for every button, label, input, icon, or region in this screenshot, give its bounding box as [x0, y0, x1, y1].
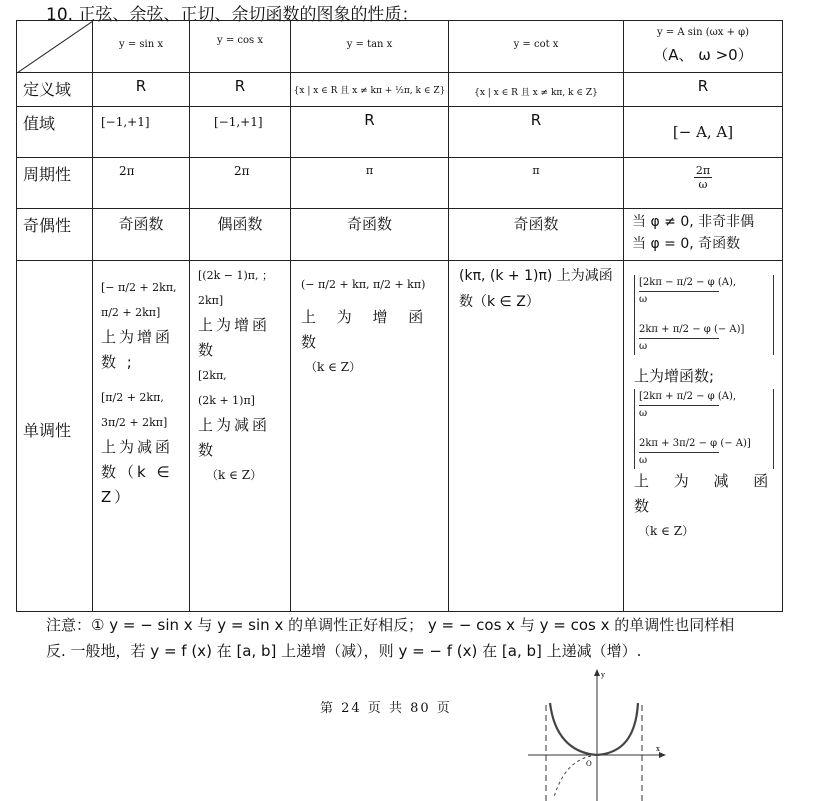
range-asin: [− A, A] — [624, 107, 783, 158]
col-cos: y = cos x — [190, 21, 291, 73]
page-footer: 第 24 页 共 80 页 — [320, 701, 452, 716]
mono-cos-l7: 数 — [198, 441, 217, 459]
col-sin: y = sin x — [93, 21, 190, 73]
period-cos: 2π — [190, 158, 291, 209]
mono-tan-l1: 上 为 增 函 数 — [301, 308, 432, 351]
monotonicity-row — [17, 261, 783, 612]
graph-y-arrow — [594, 669, 600, 676]
parity-cot: 奇函数 — [449, 209, 624, 261]
mono-asin-l1: ω — [639, 291, 719, 308]
period-label: 周期性 — [17, 158, 93, 209]
period-row — [17, 158, 783, 209]
note-line-2: 反. 一般地，若 y = f (x) 在 [a, b] 上递增（减），则 y = − f (x) 在 [a, b] 上递减（增）. — [46, 642, 642, 660]
parity-asin-line2: 当 φ = 0, 奇函数 — [632, 236, 741, 252]
col-asin-formula: y = A sin (ωx + φ) — [656, 27, 750, 38]
parity-cos: 偶函数 — [190, 209, 291, 261]
mono-sin-l7: 数（k ∈ Z） — [101, 463, 173, 506]
mono-cos-l2: 上为增函 — [198, 316, 271, 334]
mono-asin-bracket-1 — [634, 275, 774, 355]
mono-cos-l0: [(2k − 1)π, ； — [198, 269, 273, 282]
parity-sin: 奇函数 — [93, 209, 190, 261]
domain-sin: R — [93, 73, 190, 107]
mono-asin-l6: ω — [639, 405, 719, 422]
range-label: 值域 — [17, 107, 93, 158]
mono-sin-l3: 数 ; — [101, 353, 135, 371]
period-sin: 2π — [93, 158, 190, 209]
graph-label-origin: O — [586, 760, 592, 768]
mono-cot-l0: (kπ, (k + 1)π) 上为减函 — [459, 268, 613, 284]
period-asin-denominator: ω — [698, 178, 708, 191]
mono-asin-bracket-2 — [634, 389, 774, 469]
note-line-1: 注意：① y = − sin x 与 y = sin x 的单调性正好相反； y = − cos x 与 y = cos x 的单调性也同样相 — [46, 616, 735, 634]
period-asin — [624, 158, 783, 209]
diagonal-corner-cell — [17, 21, 93, 73]
domain-cos: R — [190, 73, 291, 107]
mono-asin-l0: [2kπ − π/2 − φ (A), — [639, 277, 737, 288]
mono-asin-l3: ω — [639, 338, 719, 355]
period-cot: π — [449, 158, 624, 209]
mono-cos-l4: [2kπ, — [198, 369, 227, 382]
mono-cos-l6: 上为减函 — [198, 416, 271, 434]
domain-asin: R — [624, 73, 783, 107]
mono-sin-l6: 上为减函 — [101, 438, 174, 456]
function-graph — [520, 665, 670, 801]
period-asin-numerator: 2π — [695, 164, 711, 177]
range-cot: R — [449, 107, 624, 158]
properties-table — [16, 20, 783, 612]
graph-label-x: x — [656, 745, 660, 753]
mono-cos — [190, 261, 291, 612]
mono-tan — [291, 261, 449, 612]
range-sin: [−1,+1] — [93, 107, 190, 158]
mono-asin-l5: [2kπ + π/2 − φ (A), — [639, 391, 737, 402]
range-cos: [−1,+1] — [190, 107, 291, 158]
mono-sin-l2: 上为增函 — [101, 328, 174, 346]
graph-curve-solid — [550, 703, 638, 755]
parity-asin — [624, 209, 783, 261]
graph-label-y: y — [601, 671, 605, 679]
mono-asin-l10: （k ∈ Z） — [638, 524, 695, 538]
mono-sin-l4: [π/2 + 2kπ, — [101, 391, 164, 404]
section-heading: 10. 正弦、余弦、正切、余切函数的图象的性质： — [46, 5, 419, 25]
col-asin-condition: （A、 ω >0） — [653, 46, 753, 64]
period-tan: π — [291, 158, 449, 209]
col-tan: y = tan x — [291, 21, 449, 73]
mono-cot — [449, 261, 624, 612]
domain-label: 定义域 — [17, 73, 93, 107]
mono-cot-l1: 数（k ∈ Z） — [459, 294, 540, 310]
parity-tan: 奇函数 — [291, 209, 449, 261]
domain-cot: {x | x ∈ R 且 x ≠ kπ, k ∈ Z} — [449, 73, 624, 107]
range-row — [17, 107, 783, 158]
mono-tan-l0: (− π/2 + kπ, π/2 + kπ) — [301, 278, 426, 291]
col-asin — [624, 21, 783, 73]
mono-cos-l5: (2k + 1)π] — [198, 394, 255, 407]
mono-sin-l1: π/2 + 2kπ] — [101, 306, 161, 319]
note-paragraph — [46, 612, 776, 664]
range-tan: R — [291, 107, 449, 158]
graph-x-arrow — [659, 752, 666, 758]
mono-asin-l8: ω — [639, 452, 719, 469]
diagonal-line — [17, 21, 93, 73]
mono-cos-l8: （k ∈ Z） — [206, 468, 263, 482]
mono-cos-l1: 2kπ] — [198, 294, 224, 307]
mono-asin — [624, 261, 783, 612]
mono-label: 单调性 — [17, 261, 93, 612]
mono-asin-l2: 2kπ + π/2 − φ (− A)] — [639, 324, 745, 335]
mono-asin-l4: 上为增函数; — [634, 367, 715, 385]
period-asin-fraction — [694, 164, 712, 191]
header-row — [17, 21, 783, 73]
mono-cos-l3: 数 — [198, 341, 217, 359]
mono-asin-l9: 上 为 减 函 数 — [634, 472, 779, 515]
mono-sin-l0: [− π/2 + 2kπ, — [101, 281, 177, 294]
col-cot: y = cot x — [449, 21, 624, 73]
domain-tan: {x | x ∈ R 且 x ≠ kπ + ½π, k ∈ Z} — [291, 73, 449, 107]
mono-sin-l5: 3π/2 + 2kπ] — [101, 416, 168, 429]
parity-label: 奇偶性 — [17, 209, 93, 261]
parity-row — [17, 209, 783, 261]
mono-sin — [93, 261, 190, 612]
mono-asin-l7: 2kπ + 3π/2 − φ (− A)] — [639, 438, 751, 449]
mono-tan-l2: （k ∈ Z） — [305, 360, 362, 374]
parity-asin-line1: 当 φ ≠ 0, 非奇非偶 — [632, 214, 755, 230]
domain-row — [17, 73, 783, 107]
